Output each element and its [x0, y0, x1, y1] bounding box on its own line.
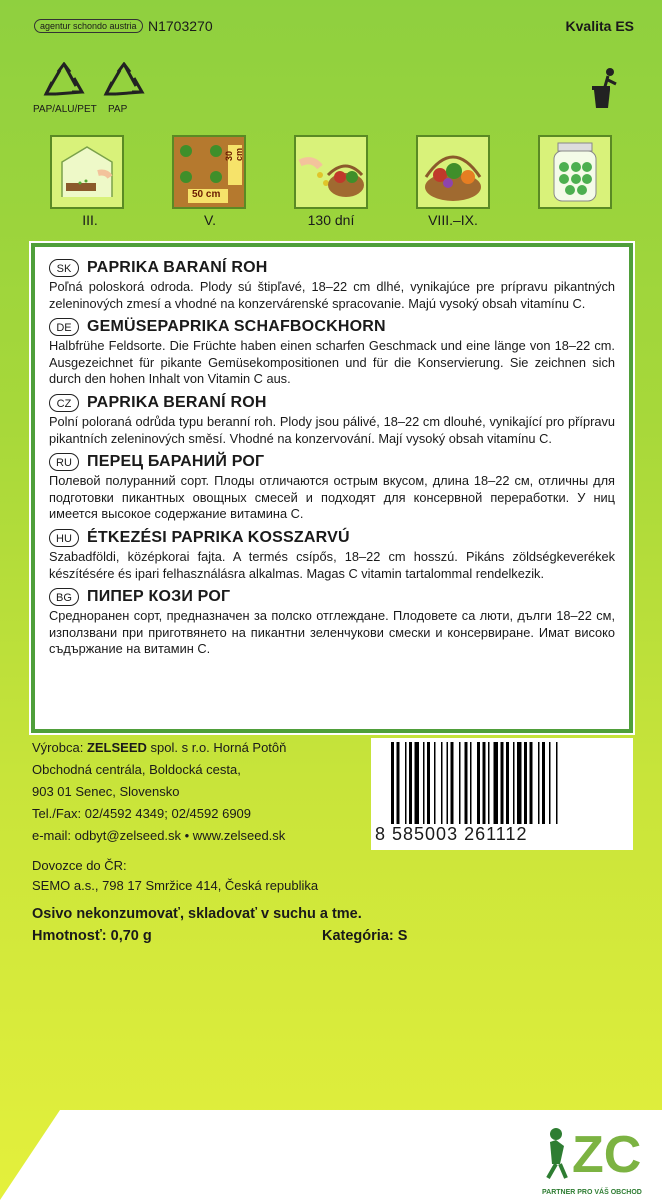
section-title: ÉTKEZÉSI PAPRIKA KOSSZARVÚ [87, 528, 350, 546]
section-title: PAPRIKA BARANÍ ROH [87, 259, 268, 276]
lang-badge: SK [49, 259, 79, 277]
harvest-basket-icon [294, 135, 368, 209]
timeline-label-2: V. [204, 212, 216, 228]
section-body: Halbfrühe Feldsorte. Die Früchte haben einen scharfen Geschmack und eine länge von 18–22 cm. Ausgezeichnet für pikante Gemüsekompositionen und für die Konservierung. Sie zeichnen sich durch den hohen Inhalt von Vitamin C aus. [49, 338, 615, 387]
vegetable-basket-icon [416, 135, 490, 209]
timeline-label-1: III. [82, 212, 98, 228]
section-title: ПЕРЕЦ БАРАНИЙ РОГ [87, 453, 265, 471]
timeline-label-4: VIII.–IX. [428, 212, 478, 228]
producer-name: ZELSEED [86, 740, 147, 755]
section-bg [49, 586, 615, 658]
recycle-icon [42, 62, 86, 106]
greenhouse-sowing-icon [50, 135, 124, 209]
section-title: PAPRIKA BERANÍ ROH [87, 393, 267, 411]
producer-line-3: 903 01 Senec, Slovensko [32, 784, 180, 799]
preserving-jar-icon [538, 135, 612, 209]
section-cz [49, 392, 615, 447]
section-body: Polní poloraná odrůda typu beranní roh. Plody jsou pálivé, 18–22 cm dlouhé, vynikající pro přípravu pikantních zeleninových směsí. Vhodné na konzervování. Mají vysoký obsah vitamínu C. [49, 413, 615, 446]
weight-label: Hmotnosť: 0,70 g [32, 928, 152, 944]
section-body: Средноранен сорт, предназначен за полско отглеждане. Плодовете са люти, дълги 18–22 см, използвани при приготвянето на пикантни зеленчукови смески и консервиране. Имат високо съдържание на витамин С. [49, 608, 615, 657]
category-label: Kategória: S [322, 928, 408, 944]
trash-bin-icon [588, 64, 628, 110]
spacing-depth-label: 30 cm [224, 147, 244, 161]
recycle-label-2: PAP [108, 104, 128, 115]
section-title: ПИПЕР КОЗИ РОГ [87, 588, 231, 606]
section-body: Poľná poloskorá odroda. Plody sú štipľavé, 18–22 cm dlhé, vynikajúce pre prípravu pikantných zeleninových zmesí a vhodné na konzervárenské spracovanie. Majú vysoký obsah vitamínu C. [49, 279, 615, 311]
description-card [31, 243, 633, 733]
importer-line: SEMO a.s., 798 17 Smržice 414, Česká republika [32, 878, 319, 893]
section-body: Szabadföldi, középkorai fajta. A termés csípős, 18–22 cm hosszú. Pikáns zöldségkeverékek készítésére és ipari felhasználásra alkalmas. Magas C vitamin tartalommal rendelkezik. [49, 548, 615, 581]
section-ru [49, 451, 615, 523]
barcode [371, 738, 633, 850]
recycle-label-1: PAP/ALU/PET [33, 104, 97, 115]
lang-badge: RU [49, 453, 79, 471]
planting-spacing-icon [172, 135, 246, 209]
importer-label: Dovozce do ČR: [32, 858, 127, 873]
logo-letters: ZC [572, 1126, 642, 1180]
producer-line-2: Obchodná centrála, Boldocká cesta, [32, 762, 241, 777]
lang-badge: DE [49, 318, 79, 336]
spacing-width-label: 50 cm [192, 189, 221, 200]
section-hu [49, 527, 615, 582]
lang-badge: BG [49, 588, 79, 606]
producer-rest: spol. s r.o. Horná Potôň [150, 740, 287, 755]
barcode-bars [391, 742, 621, 824]
agency-label: agentur schondo austria [34, 19, 143, 33]
section-body: Полевой полуранний сорт. Плоды отличаются острым вкусом, длина 18–22 см, отличны для подготовки пикантных овощных смесей и подходят для консервной переработки. У ниц имеется высокое содержание витамина С. [49, 473, 615, 522]
lang-badge: HU [49, 529, 79, 547]
producer-line-1 [32, 738, 286, 758]
timeline-label-3: 130 dní [307, 212, 355, 228]
section-title: GEMÜSEPAPRIKA SCHAFBOCKHORN [87, 318, 386, 336]
section-de [49, 316, 615, 388]
quality-label: Kvalita ES [565, 18, 634, 34]
zc-logo [542, 1120, 654, 1198]
barcode-number: 8 585003 261112 [375, 824, 528, 844]
recycle-icon [102, 62, 146, 106]
producer-label: Výrobca: [32, 740, 84, 755]
producer-line-4: Tel./Fax: 02/4592 4349; 02/4592 6909 [32, 806, 252, 821]
section-sk [49, 257, 615, 312]
producer-contact[interactable]: e-mail: odbyt@zelseed.sk • www.zelseed.sk [32, 828, 286, 843]
storage-notice: Osivo nekonzumovať, skladovať v suchu a tme. [32, 906, 362, 922]
product-code: N1703270 [148, 18, 213, 34]
lang-badge: CZ [49, 394, 79, 412]
logo-slogan: PARTNER PRO VÁŠ OBCHOD [542, 1189, 642, 1196]
